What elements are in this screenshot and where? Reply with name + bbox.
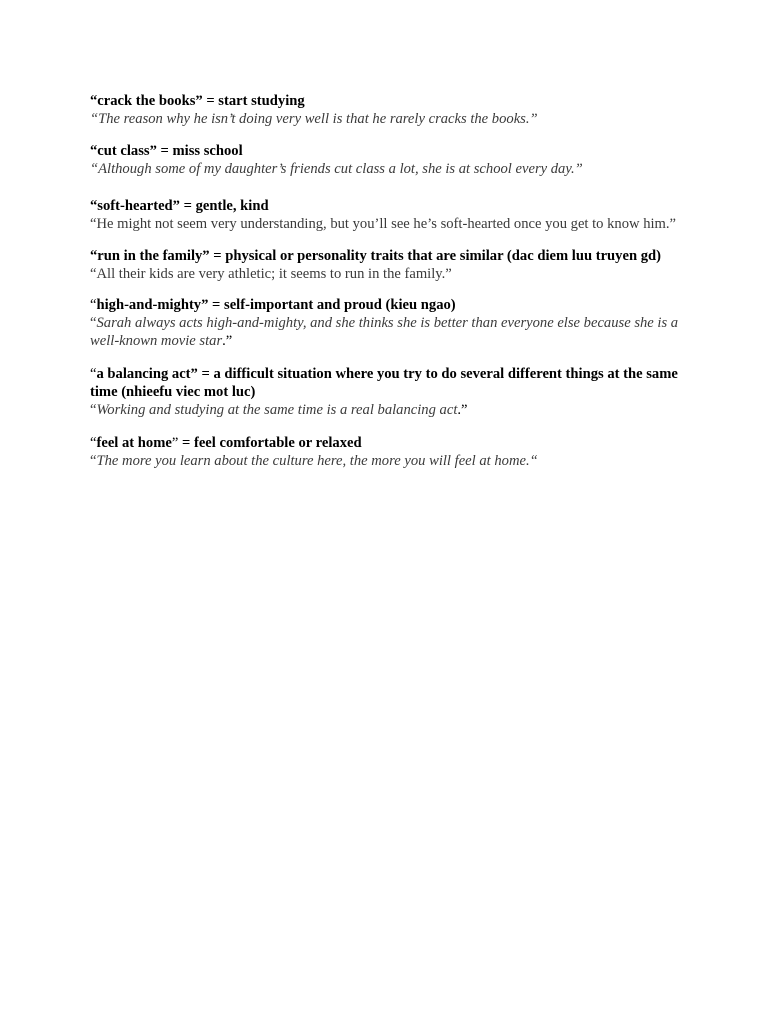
idiom-example: “The reason why he isn’t doing very well is that he rarely cracks the books.”: [90, 111, 538, 127]
idiom-entry: [90, 365, 680, 419]
open-quote: “: [90, 402, 97, 418]
idiom-term-definition: = feel comfortable or relaxed: [178, 435, 362, 451]
close-quote: ”: [171, 435, 179, 451]
idiom-entry: [90, 247, 680, 283]
idiom-example: “Although some of my daughter’s friends cut class a lot, she is at school every day.”: [90, 161, 583, 177]
idiom-term: “run in the family” = physical or personality traits that are similar (dac diem luu truyen gd): [90, 248, 661, 264]
idiom-example-text: The more you learn about the culture here, the more you will feel at home.“: [96, 453, 538, 469]
idiom-example: [90, 401, 680, 419]
open-quote: “: [90, 315, 97, 331]
close-quote: .”: [457, 402, 468, 418]
idiom-entry: [90, 296, 680, 350]
open-quote: “: [90, 366, 97, 382]
idiom-term-text: a balancing act” = a difficult situation where you try to do several different things at the same time (nhieefu viec mot luc): [90, 366, 678, 400]
idiom-example-text: Sarah always acts high-and-mighty, and she thinks she is better than everyone else because she is a well-known movie star: [90, 315, 679, 349]
idiom-example: “All their kids are very athletic; it seems to run in the family.”: [90, 266, 452, 282]
idiom-term: [90, 365, 680, 401]
idiom-term-text: feel at home: [96, 435, 172, 451]
idiom-term: “soft-hearted” = gentle, kind: [90, 198, 269, 214]
idiom-term: “crack the books” = start studying: [90, 93, 305, 109]
idiom-example: “He might not seem very understanding, but you’ll see he’s soft-hearted once you get to know him.”: [90, 216, 677, 232]
document-page: [90, 92, 680, 470]
idiom-term: “cut class” = miss school: [90, 143, 243, 159]
idiom-entry: [90, 92, 680, 128]
idiom-term: [90, 434, 680, 452]
idiom-term: [90, 296, 680, 314]
idiom-example: [90, 314, 680, 350]
idiom-entry: [90, 142, 680, 178]
idiom-example-text: Working and studying at the same time is a real balancing act: [96, 402, 458, 418]
idiom-example: [90, 452, 680, 470]
open-quote: “: [90, 435, 97, 451]
idiom-entry: [90, 197, 680, 233]
open-quote: “: [90, 453, 97, 469]
idiom-entry: [90, 434, 680, 470]
idiom-term-text: high-and-mighty” = self-important and proud (kieu ngao): [96, 297, 456, 313]
open-quote: “: [90, 297, 97, 313]
close-quote: .”: [222, 333, 233, 349]
